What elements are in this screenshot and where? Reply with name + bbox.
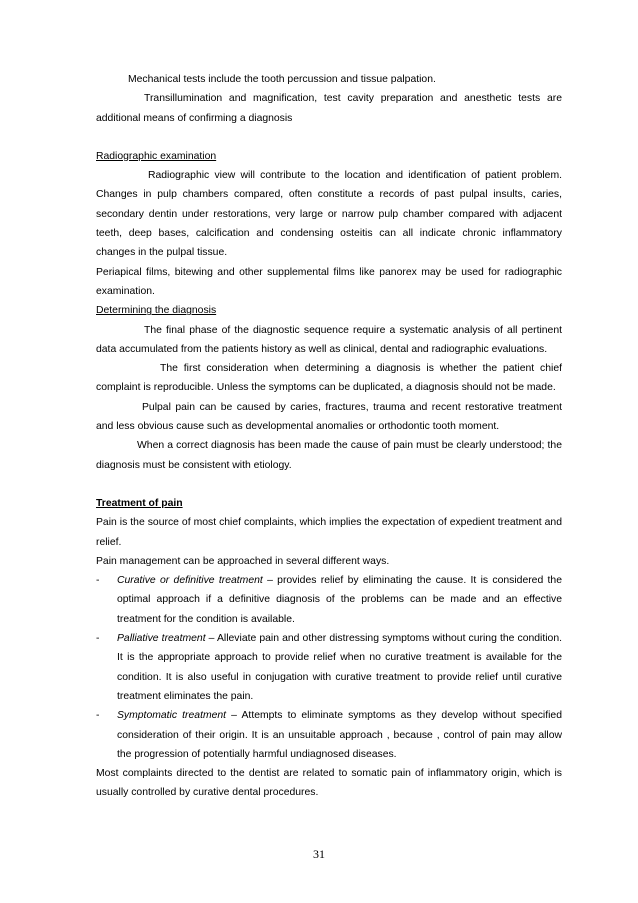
treatment-term: Symptomatic treatment (117, 710, 227, 722)
treatment-description: – Attempts to eliminate symptoms as they develop without specified consideration of their origin. It is an unsuitable approach , because , control of pain may allow the progression of potentially harmful undiagnosed diseases. (117, 710, 562, 760)
list-item (96, 706, 562, 764)
list-dash: - (96, 575, 100, 587)
treatment-description: – provides relief by eliminating the cause. It is considered the optimal approach if a definitive diagnosis of the problems can be made and an effective treatment for the condition is available. (117, 575, 562, 625)
page-number: 31 (313, 847, 325, 861)
radiographic-view-paragraph: Radiographic view will contribute to the location and identification of patient problem. Changes in pulp chambers compared, often constitute a records of past pulpal insults, caries, secondary dentin under restorations, very large or narrow pulp chamber compared with adjacent teeth, deep bases, calcification and condensing osteitis can all indicate chronic inflammatory changes in the pulpal tissue. (96, 170, 562, 259)
treatment-term: Palliative treatment (117, 633, 206, 645)
first-consideration-paragraph: The first consideration when determining a diagnosis is whether the patient chief complaint is reproducible. Unless the symptoms can be duplicated, a diagnosis should not be made. (96, 363, 562, 394)
correct-diagnosis-paragraph: When a correct diagnosis has been made the cause of pain must be clearly understood; the diagnosis must be consistent with etiology. (96, 440, 562, 471)
list-item (96, 571, 562, 629)
list-item (96, 629, 562, 706)
most-complaints-paragraph: Most complaints directed to the dentist are related to somatic pain of inflammatory origin, which is usually controlled by curative dental procedures. (96, 768, 562, 799)
list-dash: - (96, 633, 100, 645)
treatment-description: – Alleviate pain and other distressing symptoms without curing the condition. It is the appropriate approach to provide relief when no curative treatment is available for the condition. It is also useful in conjugation with curative treatment to provide relief until curative treatment eliminates the pain. (117, 633, 562, 702)
pulpal-pain-paragraph: Pulpal pain can be caused by caries, fractures, trauma and recent restorative treatment and less obvious cause such as developmental anomalies or orthodontic tooth moment. (96, 401, 562, 433)
pain-management-paragraph: Pain management can be approached in several different ways. (96, 555, 390, 567)
document-page (96, 70, 562, 803)
periapical-paragraph: Periapical films, bitewing and other supplemental films like panorex may be used for radiographic examination. (96, 266, 562, 297)
treatment-term: Curative or definitive treatment (117, 575, 263, 587)
mechanical-tests-paragraph: Mechanical tests include the tooth percussion and tissue palpation. (128, 74, 436, 85)
final-phase-paragraph: The final phase of the diagnostic sequence require a systematic analysis of all pertinent data accumulated from the patients history as well as clinical, dental and radiographic evaluations. (96, 324, 562, 355)
list-dash: - (96, 710, 100, 722)
radiographic-heading: Radiographic examination (96, 150, 217, 162)
pain-source-paragraph: Pain is the source of most chief complaints, which implies the expectation of expedient treatment and relief. (96, 517, 562, 548)
transillumination-paragraph: Transillumination and magnification, test cavity preparation and anesthetic tests are additional means of confirming a diagnosis (96, 93, 562, 124)
diagnosis-heading: Determining the diagnosis (96, 305, 217, 317)
treatment-heading: Treatment of pain (96, 497, 183, 509)
